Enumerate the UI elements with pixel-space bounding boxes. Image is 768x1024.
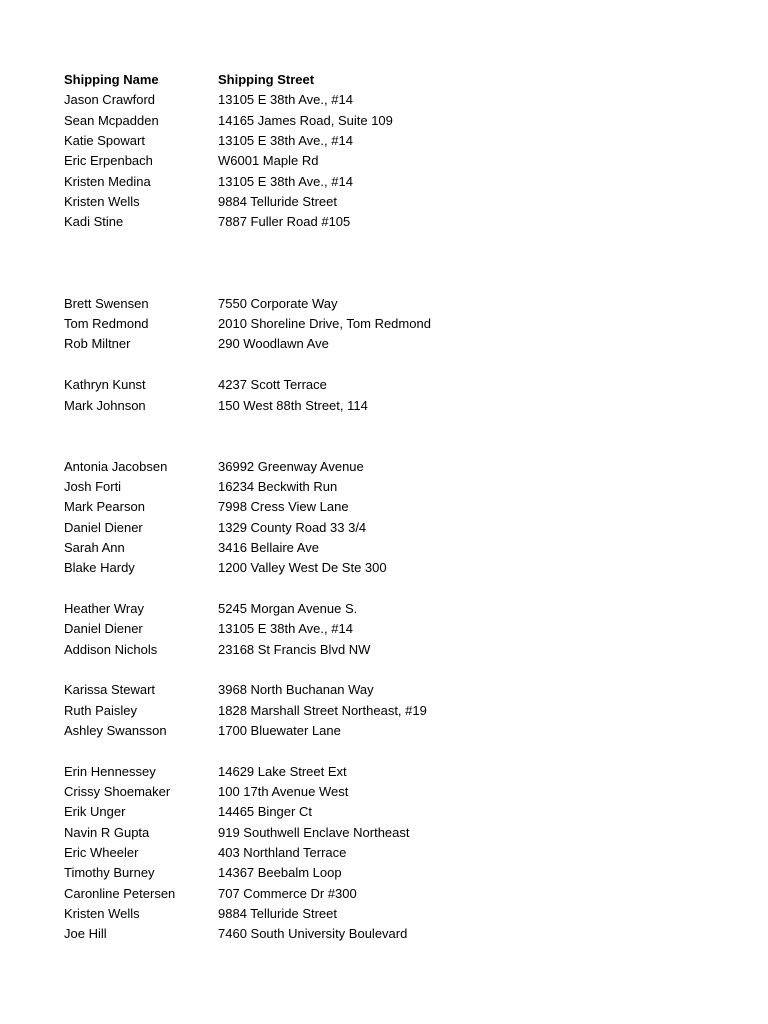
table-row [64,396,704,416]
shipping-name-cell: Addison Nichols [64,641,158,657]
shipping-street-cell: 13105 E 38th Ave., #14 [218,173,353,189]
table-row [64,904,704,924]
table-row [64,90,704,110]
shipping-name-cell: Katie Spowart [64,133,145,149]
table-row [64,131,704,151]
shipping-name-cell [64,355,218,375]
shipping-street-cell: 13105 E 38th Ave., #14 [218,92,353,108]
shipping-street-cell [218,660,704,680]
shipping-name-cell [64,741,218,761]
table-row [64,294,704,314]
shipping-name-cell: Erin Hennessey [64,763,156,779]
shipping-name-cell: Mark Johnson [64,397,146,413]
shipping-street-cell: 919 Southwell Enclave Northeast [218,824,410,840]
table-row [64,334,704,354]
table-row [64,558,704,578]
shipping-street-cell: 7550 Corporate Way [218,295,338,311]
table-row [64,192,704,212]
shipping-street-cell: 5245 Morgan Avenue S. [218,600,358,616]
shipping-name-cell: Sean Mcpadden [64,112,159,128]
shipping-street-cell [218,253,704,273]
table-row [64,497,704,517]
shipping-street-cell: 23168 St Francis Blvd NW [218,641,371,657]
shipping-name-cell [64,436,218,456]
shipping-name-cell: Timothy Burney [64,865,155,881]
shipping-name-cell: Eric Wheeler [64,845,139,861]
shipping-name-cell: Tom Redmond [64,316,149,332]
shipping-street-cell: 7887 Fuller Road #105 [218,214,351,230]
table-body [64,90,704,944]
table-row [64,924,704,944]
shipping-name-cell: Jason Crawford [64,92,156,108]
shipping-street-cell: W6001 Maple Rd [218,153,319,169]
table-row [64,457,704,477]
shipping-name-cell: Josh Forti [64,478,122,494]
shipping-name-cell: Caronline Petersen [64,885,176,901]
shipping-street-cell: 3968 North Buchanan Way [218,682,374,698]
header-shipping-name: Shipping Name [64,72,159,87]
table-row [64,843,704,863]
shipping-street-cell: 7460 South University Boulevard [218,926,408,942]
table-row [64,273,704,293]
shipping-street-cell: 14165 James Road, Suite 109 [218,112,393,128]
shipping-name-cell: Navin R Gupta [64,824,150,840]
shipping-name-cell [64,416,218,436]
shipping-name-cell: Kristen Wells [64,194,140,210]
shipping-street-cell [218,355,704,375]
shipping-street-cell [218,416,704,436]
shipping-street-cell: 14367 Beebalm Loop [218,865,342,881]
table-row [64,884,704,904]
shipping-name-cell: Ashley Swansson [64,723,167,738]
shipping-street-cell [218,436,704,456]
table-row [64,721,704,741]
table-row [64,640,704,660]
shipping-name-cell [64,579,218,599]
table-header-row [64,70,704,90]
shipping-name-cell [64,273,218,293]
shipping-street-cell: 13105 E 38th Ave., #14 [218,621,353,637]
shipping-name-cell: Erik Unger [64,804,126,820]
shipping-name-cell: Daniel Diener [64,519,143,535]
table-row [64,660,704,680]
table-row [64,762,704,782]
table-row [64,518,704,538]
table-row [64,619,704,639]
table-row [64,375,704,395]
shipping-name-cell: Joe Hill [64,926,107,942]
shipping-street-cell: 2010 Shoreline Drive, Tom Redmond [218,316,431,332]
table-row [64,212,704,232]
shipping-name-cell: Ruth Paisley [64,702,137,718]
table-row [64,782,704,802]
table-row [64,701,704,721]
shipping-street-cell: 1700 Bluewater Lane [218,723,341,738]
table-row [64,477,704,497]
table-row [64,151,704,171]
shipping-name-cell: Eric Erpenbach [64,153,153,169]
shipping-street-cell: 7998 Cress View Lane [218,499,349,515]
shipping-street-cell: 1329 County Road 33 3/4 [218,519,367,535]
shipping-name-cell [64,660,218,680]
shipping-street-cell [218,233,704,253]
table-row [64,436,704,456]
shipping-name-cell: Kathryn Kunst [64,377,146,393]
table-row [64,253,704,273]
shipping-street-cell: 1200 Valley West De Ste 300 [218,560,387,576]
table-row [64,416,704,436]
table-row [64,863,704,883]
shipping-name-cell: Mark Pearson [64,499,145,515]
shipping-name-cell: Antonia Jacobsen [64,458,168,474]
shipping-name-cell: Kadi Stine [64,214,124,230]
shipping-street-cell: 13105 E 38th Ave., #14 [218,133,353,149]
table-row [64,579,704,599]
shipping-street-cell [218,273,704,293]
shipping-name-cell: Sarah Ann [64,539,125,555]
table-row [64,355,704,375]
shipping-name-cell: Blake Hardy [64,560,135,576]
shipping-street-cell [218,579,704,599]
shipping-street-cell: 9884 Telluride Street [218,906,338,922]
shipping-street-cell: 1828 Marshall Street Northeast, #19 [218,702,427,718]
table-row [64,314,704,334]
shipping-street-cell [218,741,704,761]
shipping-street-cell: 3416 Bellaire Ave [218,539,319,555]
table-row [64,680,704,700]
shipping-name-cell: Heather Wray [64,600,144,616]
shipping-street-cell: 14465 Binger Ct [218,804,312,820]
shipping-name-cell [64,253,218,273]
shipping-street-cell: 290 Woodlawn Ave [218,336,329,352]
table-row [64,233,704,253]
table-row [64,111,704,131]
shipping-name-cell: Kristen Medina [64,173,151,189]
shipping-name-cell [64,233,218,253]
shipping-street-cell: 16234 Beckwith Run [218,478,338,494]
table-row [64,599,704,619]
shipping-street-cell: 707 Commerce Dr #300 [218,885,357,901]
shipping-name-cell: Crissy Shoemaker [64,784,171,800]
shipping-name-cell: Rob Miltner [64,336,131,352]
shipping-street-cell: 14629 Lake Street Ext [218,763,347,779]
table-row [64,802,704,822]
shipping-name-cell: Daniel Diener [64,621,143,637]
shipping-street-cell: 403 Northland Terrace [218,845,347,861]
shipping-street-cell: 36992 Greenway Avenue [218,458,364,474]
table-row [64,172,704,192]
shipping-name-cell: Brett Swensen [64,295,149,311]
table-row [64,538,704,558]
shipping-street-cell: 100 17th Avenue West [218,784,349,800]
table-row [64,741,704,761]
shipping-table [64,70,704,945]
table-row [64,823,704,843]
shipping-street-cell: 150 West 88th Street, 114 [218,397,368,413]
shipping-street-cell: 4237 Scott Terrace [218,377,327,393]
shipping-street-cell: 9884 Telluride Street [218,194,338,210]
shipping-name-cell: Kristen Wells [64,906,140,922]
header-shipping-street: Shipping Street [218,72,315,87]
shipping-name-cell: Karissa Stewart [64,682,156,698]
